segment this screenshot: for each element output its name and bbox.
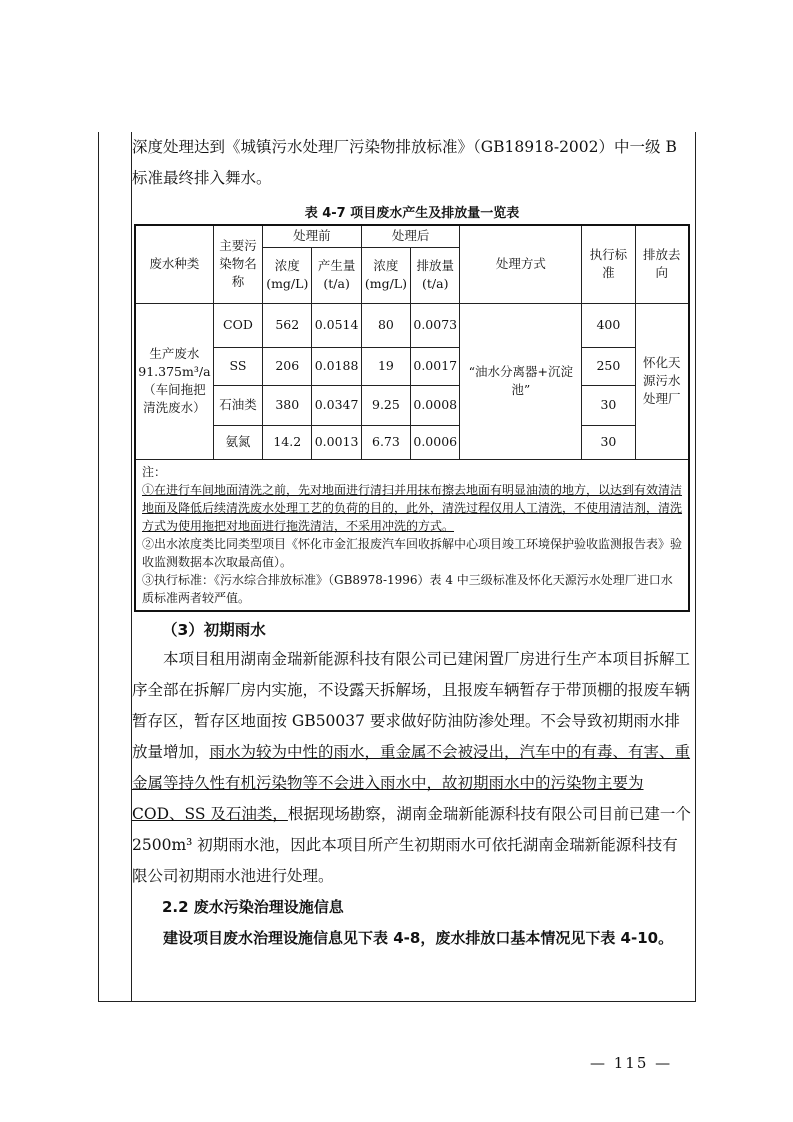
rainwater-text-start: 本项目租用湖南金瑞新能源科技有限公司已建闲置厂房进行生产本项目拆解工序全部在拆解厂房内实施，不设露天拆解场，且报废车辆暂存于带顶棚的报废车辆暂存区，暂存区地面按 GB50037 要求做好防油防渗处理。不会导致初期雨水排放量增加， [132,649,691,761]
facilities-paragraph: 建设项目废水治理设施信息见下表 4-8，废水排放口基本情况见下表 4-10。 [163,928,674,947]
cell-produce: 0.0013 [312,425,361,459]
header-type: 废水种类 [135,225,213,303]
cell-standard: 400 [582,303,635,347]
intro-line-2: 标准最终排入舞水。 [132,169,272,187]
page-content [132,132,692,954]
table-caption: 表 4-7 项目废水产生及排放量一览表 [304,206,520,221]
header-standard: 执行标准 [582,225,635,303]
note-2: ②出水浓度类比同类型项目《怀化市金汇报废汽车回收拆解中心项目竣工环境保护验收监测报告表》验收监测数据本次取最高值）。 [142,536,683,569]
cell-produce: 0.0347 [312,385,361,425]
header-produce: 产生量(t/a) [312,247,361,303]
cell-pollutant: SS [213,347,262,385]
cell-conc-before: 562 [263,303,312,347]
rainwater-text-end: 根据现场勘察，湖南金瑞新能源科技有限公司目前已建一个 2500m³ 初期雨水池，因此本项目所产生初期雨水可依托湖南金瑞新能源科技有限公司初期雨水池进行处理。 [132,804,691,885]
cell-standard: 30 [582,425,635,459]
header-pollutant: 主要污染物名称 [213,225,262,303]
table-row [135,347,689,385]
intro-line-1: 深度处理达到《城镇污水处理厂污染物排放标准》（GB18918-2002）中一级 B [132,138,677,156]
cell-produce: 0.0514 [312,303,361,347]
cell-conc-after: 19 [361,347,410,385]
rainwater-text-underlined-1: 雨水为较为中性的雨水，重金属不会被浸出， [209,742,520,761]
cell-conc-after: 9.25 [361,385,410,425]
note-3: ③执行标准：《污水综合排放标准》（GB8978-1996）表 4 中三级标准及怀化天源污水处理厂进口水质标准两者较严值。 [142,572,673,605]
header-conc-after: 浓度(mg/L) [361,247,410,303]
cell-discharge: 0.0008 [411,385,460,425]
cell-standard: 250 [582,347,635,385]
rainwater-text-underlined-2: 汽车中的有毒、有害、重金属等持久性有机污染物等不会进入雨水中，故初期雨水中的污染物主要为 COD、SS 及石油类， [132,742,691,823]
page-number: — 115 — [590,1054,673,1072]
header-destination: 排放去向 [635,225,689,303]
cell-destination: 怀化天源污水处理厂 [635,303,689,459]
cell-discharge: 0.0017 [411,347,460,385]
cell-produce: 0.0188 [312,347,361,385]
rainwater-paragraph [132,644,692,892]
table-row [135,425,689,459]
cell-pollutant: 氨氮 [213,425,262,459]
cell-discharge: 0.0006 [411,425,460,459]
table-row [135,303,689,347]
cell-method: “油水分离器+沉淀池” [460,303,582,459]
cell-wastewater-type: 生产废水91.375m³/a（车间拖把清洗废水） [135,303,213,459]
section-heading-facilities: 2.2 废水污染治理设施信息 [162,897,344,916]
header-before: 处理前 [263,225,362,247]
cell-conc-after: 6.73 [361,425,410,459]
section-heading-rainwater: （3）初期雨水 [162,620,266,639]
cell-pollutant: COD [213,303,262,347]
cell-conc-before: 380 [263,385,312,425]
cell-standard: 30 [582,385,635,425]
note-1: ①在进行车间地面清洗之前，先对地面进行清扫并用抹布擦去地面有明显油渍的地方，以达到有效清洁地面及降低后续清洗废水处理工艺的负荷的目的，此外，清洗过程仅用人工清洗，不使用清洁剂，清洗方式为使用拖把对地面进行拖洗清洁，不采用冲洗的方式。 [142,482,683,533]
cell-conc-before: 206 [263,347,312,385]
table-notes [135,459,689,611]
header-method: 处理方式 [460,225,582,303]
cell-conc-before: 14.2 [263,425,312,459]
notes-title: 注： [142,464,167,479]
header-after: 处理后 [361,225,460,247]
cell-conc-after: 80 [361,303,410,347]
cell-pollutant: 石油类 [213,385,262,425]
table-row [135,385,689,425]
header-discharge: 排放量(t/a) [411,247,460,303]
cell-discharge: 0.0073 [411,303,460,347]
wastewater-table [134,224,690,612]
header-conc-before: 浓度(mg/L) [263,247,312,303]
